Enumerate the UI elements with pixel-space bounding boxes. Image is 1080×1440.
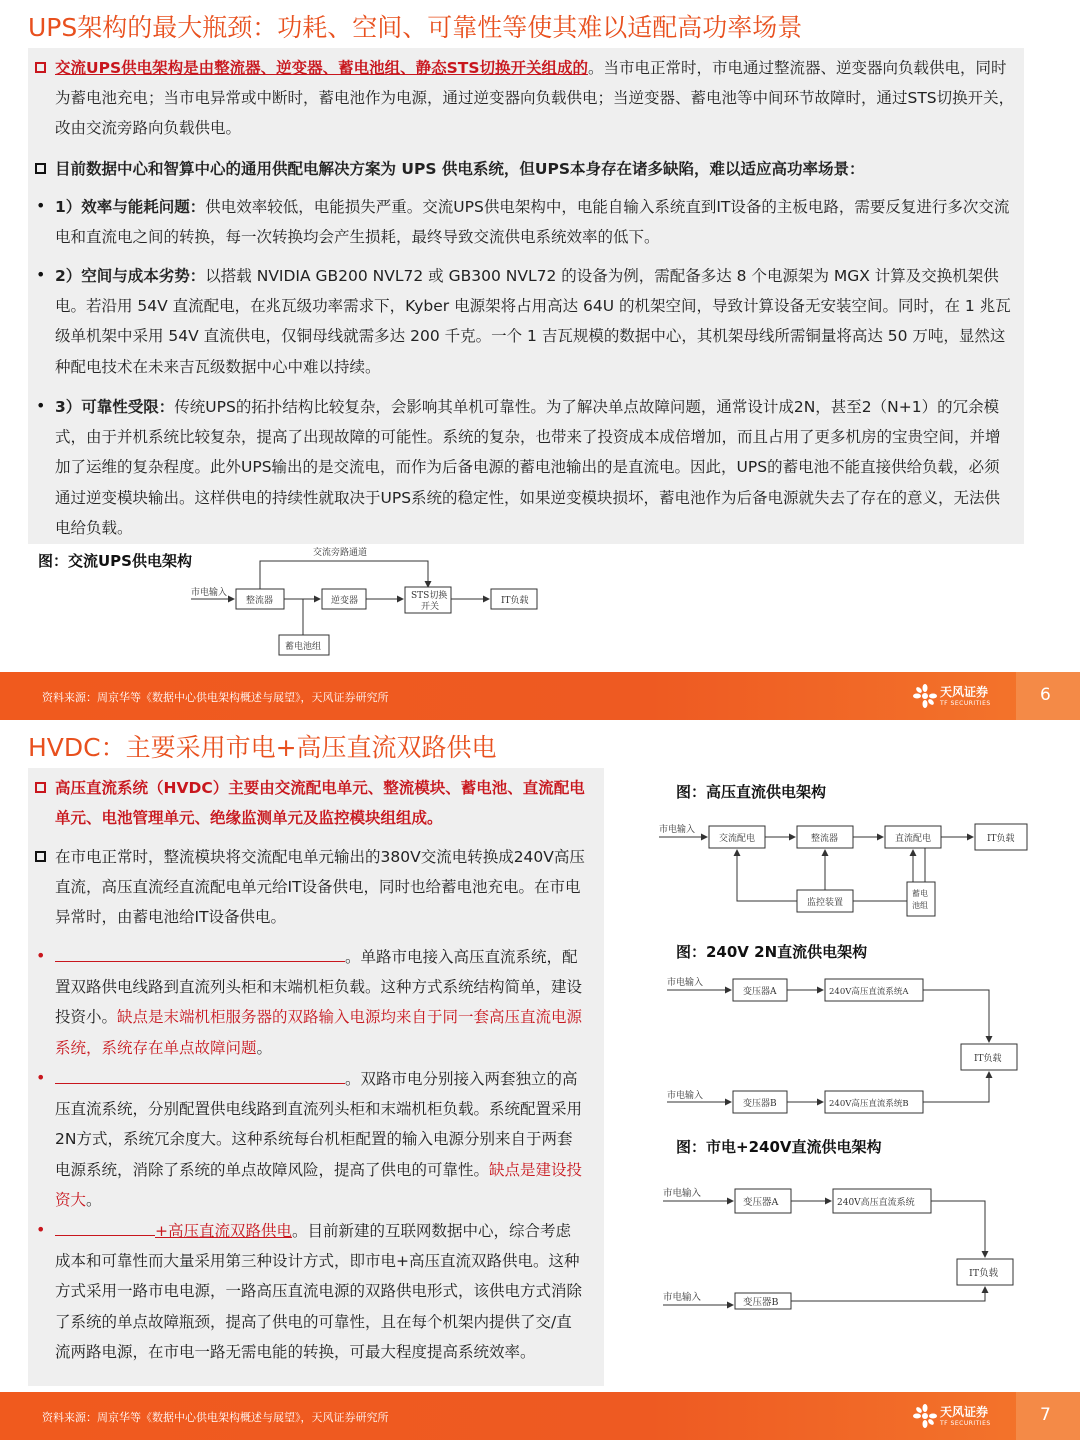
- svg-text:整流器: 整流器: [246, 596, 274, 606]
- slide-title: UPS架构的最大瓶颈：功耗、空间、可靠性等使其难以适配高功率场景: [28, 13, 803, 42]
- svg-text:开关: 开关: [421, 602, 440, 612]
- bypass-label: 交流旁路通道: [313, 548, 368, 558]
- svg-text:市电输入: 市电输入: [667, 978, 704, 988]
- svg-text:市电输入: 市电输入: [663, 1188, 702, 1199]
- square-bullet-icon: [35, 163, 46, 174]
- svg-text:IT负载: IT负载: [969, 1268, 999, 1279]
- paragraph-hvdc-operation: 在市电正常时，整流模块将交流配电单元输出的380V交流电转换成240V高压直流，高压直流经直流配电单元给IT设备供电，同时也给蓄电池充电。在市电异常时，由蓄电池给IT设备供电。: [55, 842, 595, 933]
- bullet-efficiency: • 1）效率与能耗问题：供电效率较低，电能损失严重。交流UPS供电架构中，电能自输入系统直到IT设备的主板电路，需要反复进行多次交流电和直流电之间的转换，每一次转换均会产生损耗，最终导致交流供电系统效率的低下。: [55, 192, 1015, 252]
- blank-line: [55, 944, 345, 962]
- blank-line: [55, 1218, 155, 1236]
- paragraph-ups-drawbacks: 目前数据中心和智算中心的通用供配电解决方案为 UPS 供电系统，但UPS本身存在诸多缺陷，难以适应高功率场景：: [55, 154, 1015, 184]
- svg-text:240V高压直流系统B: 240V高压直流系统B: [829, 1099, 909, 1109]
- brand-name: 天风证券: [940, 685, 989, 699]
- slide-page-7: [0, 720, 1080, 1440]
- bullet-dot-icon: •: [36, 1068, 46, 1087]
- footer-source: 资料来源：周京华等《数据中心供电架构概述与展望》，天风证券研究所: [42, 1411, 389, 1424]
- square-bullet-icon: [35, 62, 46, 73]
- svg-text:变压器B: 变压器B: [743, 1297, 779, 1308]
- tf-logo-icon: [912, 1403, 938, 1429]
- figure-caption: 图：高压直流供电架构: [676, 783, 827, 801]
- svg-text:整流器: 整流器: [811, 834, 839, 844]
- bullet-dual-utility: • 。双路市电分别接入两套独立的高压直流系统，分别配置供电线路到直流列头柜和末端机柜负载。系统配置采用2N方式，系统冗余度大。这种系统每台机柜配置的输入电源分别来自于两套电源系统，消除了系统的单点故障风险，提高了供电的可靠性。缺点是建设投资大。: [55, 1064, 585, 1215]
- svg-text:IT负载: IT负载: [974, 1054, 1002, 1064]
- paragraph-hvdc-composition: 高压直流系统（HVDC）主要由交流配电单元、整流模块、蓄电池、直流配电单元、电池管理单元、绝缘监测单元及监控模块组组成。: [55, 773, 595, 833]
- bullet-space-cost: • 2）空间与成本劣势：以搭载 NVIDIA GB200 NVL72 或 GB300 NVL72 的设备为例，需配备多达 8 个电源架为 MGX 计算及交换机架供电。若沿用 54V 直流配电，在兆瓦级功率需求下，Kyber 电源架将占用高达 64U 的机架空间，导致计算设备无安装空间。同时，在 1 兆瓦级单机架中采用 54V 直流供电，仅铜母线就需多达 200 千克。一个 1 吉瓦规模的数据中心，其机架母线所需铜量将高达 50 万吨，显然这种配电技术在未来吉瓦级数据中心中难以持续。: [55, 261, 1015, 382]
- input-label: 市电输入: [191, 588, 228, 598]
- svg-text:STS切换: STS切换: [411, 591, 448, 601]
- svg-text:变压器B: 变压器B: [743, 1099, 777, 1109]
- svg-text:池组: 池组: [912, 901, 928, 910]
- page-footer: [0, 1392, 1080, 1440]
- bullet-dot-icon: •: [36, 1220, 46, 1239]
- page-number: 6: [1040, 685, 1051, 705]
- dc-2n-diagram: [655, 968, 1055, 1118]
- bullet-utility-plus-hvdc: • +高压直流双路供电。目前新建的互联网数据中心，综合考虑成本和可靠性而大量采用第三种设计方式，即市电+高压直流双路供电。这种方式采用一路市电电源，一路高压直流电源的双路供电形式，该供电方式消除了系统的单点故障瓶颈，提高了供电的可靠性，且在每个机架内提供了交/直流两路电源，在市电一路无需电能的转换，可最大程度提高系统效率。: [55, 1216, 585, 1367]
- bullet-dot-icon: •: [36, 396, 46, 415]
- page-number: 7: [1040, 1405, 1051, 1425]
- svg-text:蓄电: 蓄电: [912, 889, 928, 898]
- battery-pack-box: [907, 882, 935, 916]
- svg-text:蓄电池组: 蓄电池组: [285, 642, 322, 652]
- bullet-reliability: • 3）可靠性受限：传统UPS的拓扑结构比较复杂，会影响其单机可靠性。为了解决单点故障问题，通常设计成2N，甚至2（N+1）的冗余模式，由于并机系统比较复杂，提高了出现故障的可能性。系统的复杂，也带来了投资成本成倍增加，而且占用了更多机房的宝贵空间，并增加了运维的复杂程度。此外UPS输出的是交流电，而作为后备电源的蓄电池输出的是直流电。因此，UPS的蓄电池不能直接供给负载，必须通过逆变模块输出。这样供电的持续性就取决于UPS系统的稳定性，如果逆变模块损坏，蓄电池作为后备电源就失去了存在的意义，无法供电给负载。: [55, 392, 1015, 543]
- brand-name-en: TF SECURITIES: [940, 1420, 991, 1427]
- brand-name-en: TF SECURITIES: [940, 700, 991, 707]
- figure-caption: 图：240V 2N直流供电架构: [676, 943, 868, 961]
- utility-plus-dc-diagram: [655, 1160, 1055, 1310]
- svg-text:变压器A: 变压器A: [743, 1197, 779, 1208]
- svg-text:交流配电: 交流配电: [719, 834, 756, 844]
- figure-caption: 图：市电+240V直流供电架构: [676, 1138, 882, 1156]
- bullet-dot-icon: •: [36, 946, 46, 965]
- footer-source: 资料来源：周京华等《数据中心供电架构概述与展望》，天风证券研究所: [42, 691, 389, 704]
- svg-text:市电输入: 市电输入: [667, 1091, 704, 1101]
- slide-title: HVDC：主要采用市电+高压直流双路供电: [28, 733, 497, 762]
- figure-caption: 图：交流UPS供电架构: [38, 552, 192, 570]
- svg-text:直流配电: 直流配电: [895, 834, 932, 844]
- svg-text:逆变器: 逆变器: [331, 596, 359, 606]
- page-footer: [0, 672, 1080, 720]
- svg-text:240V高压直流系统A: 240V高压直流系统A: [829, 987, 909, 997]
- bullet-dot-icon: •: [36, 196, 46, 215]
- bullet-single-utility: • 。单路市电接入高压直流系统，配置双路供电线路到直流列头柜和末端机柜负载。这种方式系统结构简单，建设投资小。缺点是末端机柜服务器的双路输入电源均来自于同一套高压直流电源系统，系统存在单点故障问题。: [55, 942, 585, 1063]
- svg-text:IT负载: IT负载: [501, 596, 529, 606]
- tf-logo-icon: [912, 683, 938, 709]
- svg-text:变压器A: 变压器A: [743, 987, 777, 997]
- ups-architecture-diagram: [185, 543, 545, 661]
- square-bullet-icon: [35, 851, 46, 862]
- svg-text:IT负载: IT负载: [987, 834, 1015, 844]
- svg-text:市电输入: 市电输入: [659, 825, 696, 835]
- svg-text:240V高压直流系统: 240V高压直流系统: [837, 1198, 915, 1208]
- hvdc-architecture-diagram: [655, 810, 1055, 922]
- bullet-dot-icon: •: [36, 265, 46, 284]
- brand-name: 天风证券: [940, 1405, 989, 1419]
- svg-text:市电输入: 市电输入: [663, 1292, 702, 1303]
- blank-line: [55, 1066, 345, 1084]
- paragraph-ups-composition: 交流UPS供电架构是由整流器、逆变器、蓄电池组、静态STS切换开关组成的。当市电正常时，市电通过整流器、逆变器向负载供电，同时为蓄电池充电；当市电异常或中断时，蓄电池作为电源，通过逆变器向负载供电；当逆变器、蓄电池等中间环节故障时，通过STS切换开关，改由交流旁路向负载供电。: [55, 53, 1015, 144]
- svg-text:监控装置: 监控装置: [807, 898, 844, 908]
- square-bullet-icon: [35, 782, 46, 793]
- bypass-line: [260, 561, 428, 589]
